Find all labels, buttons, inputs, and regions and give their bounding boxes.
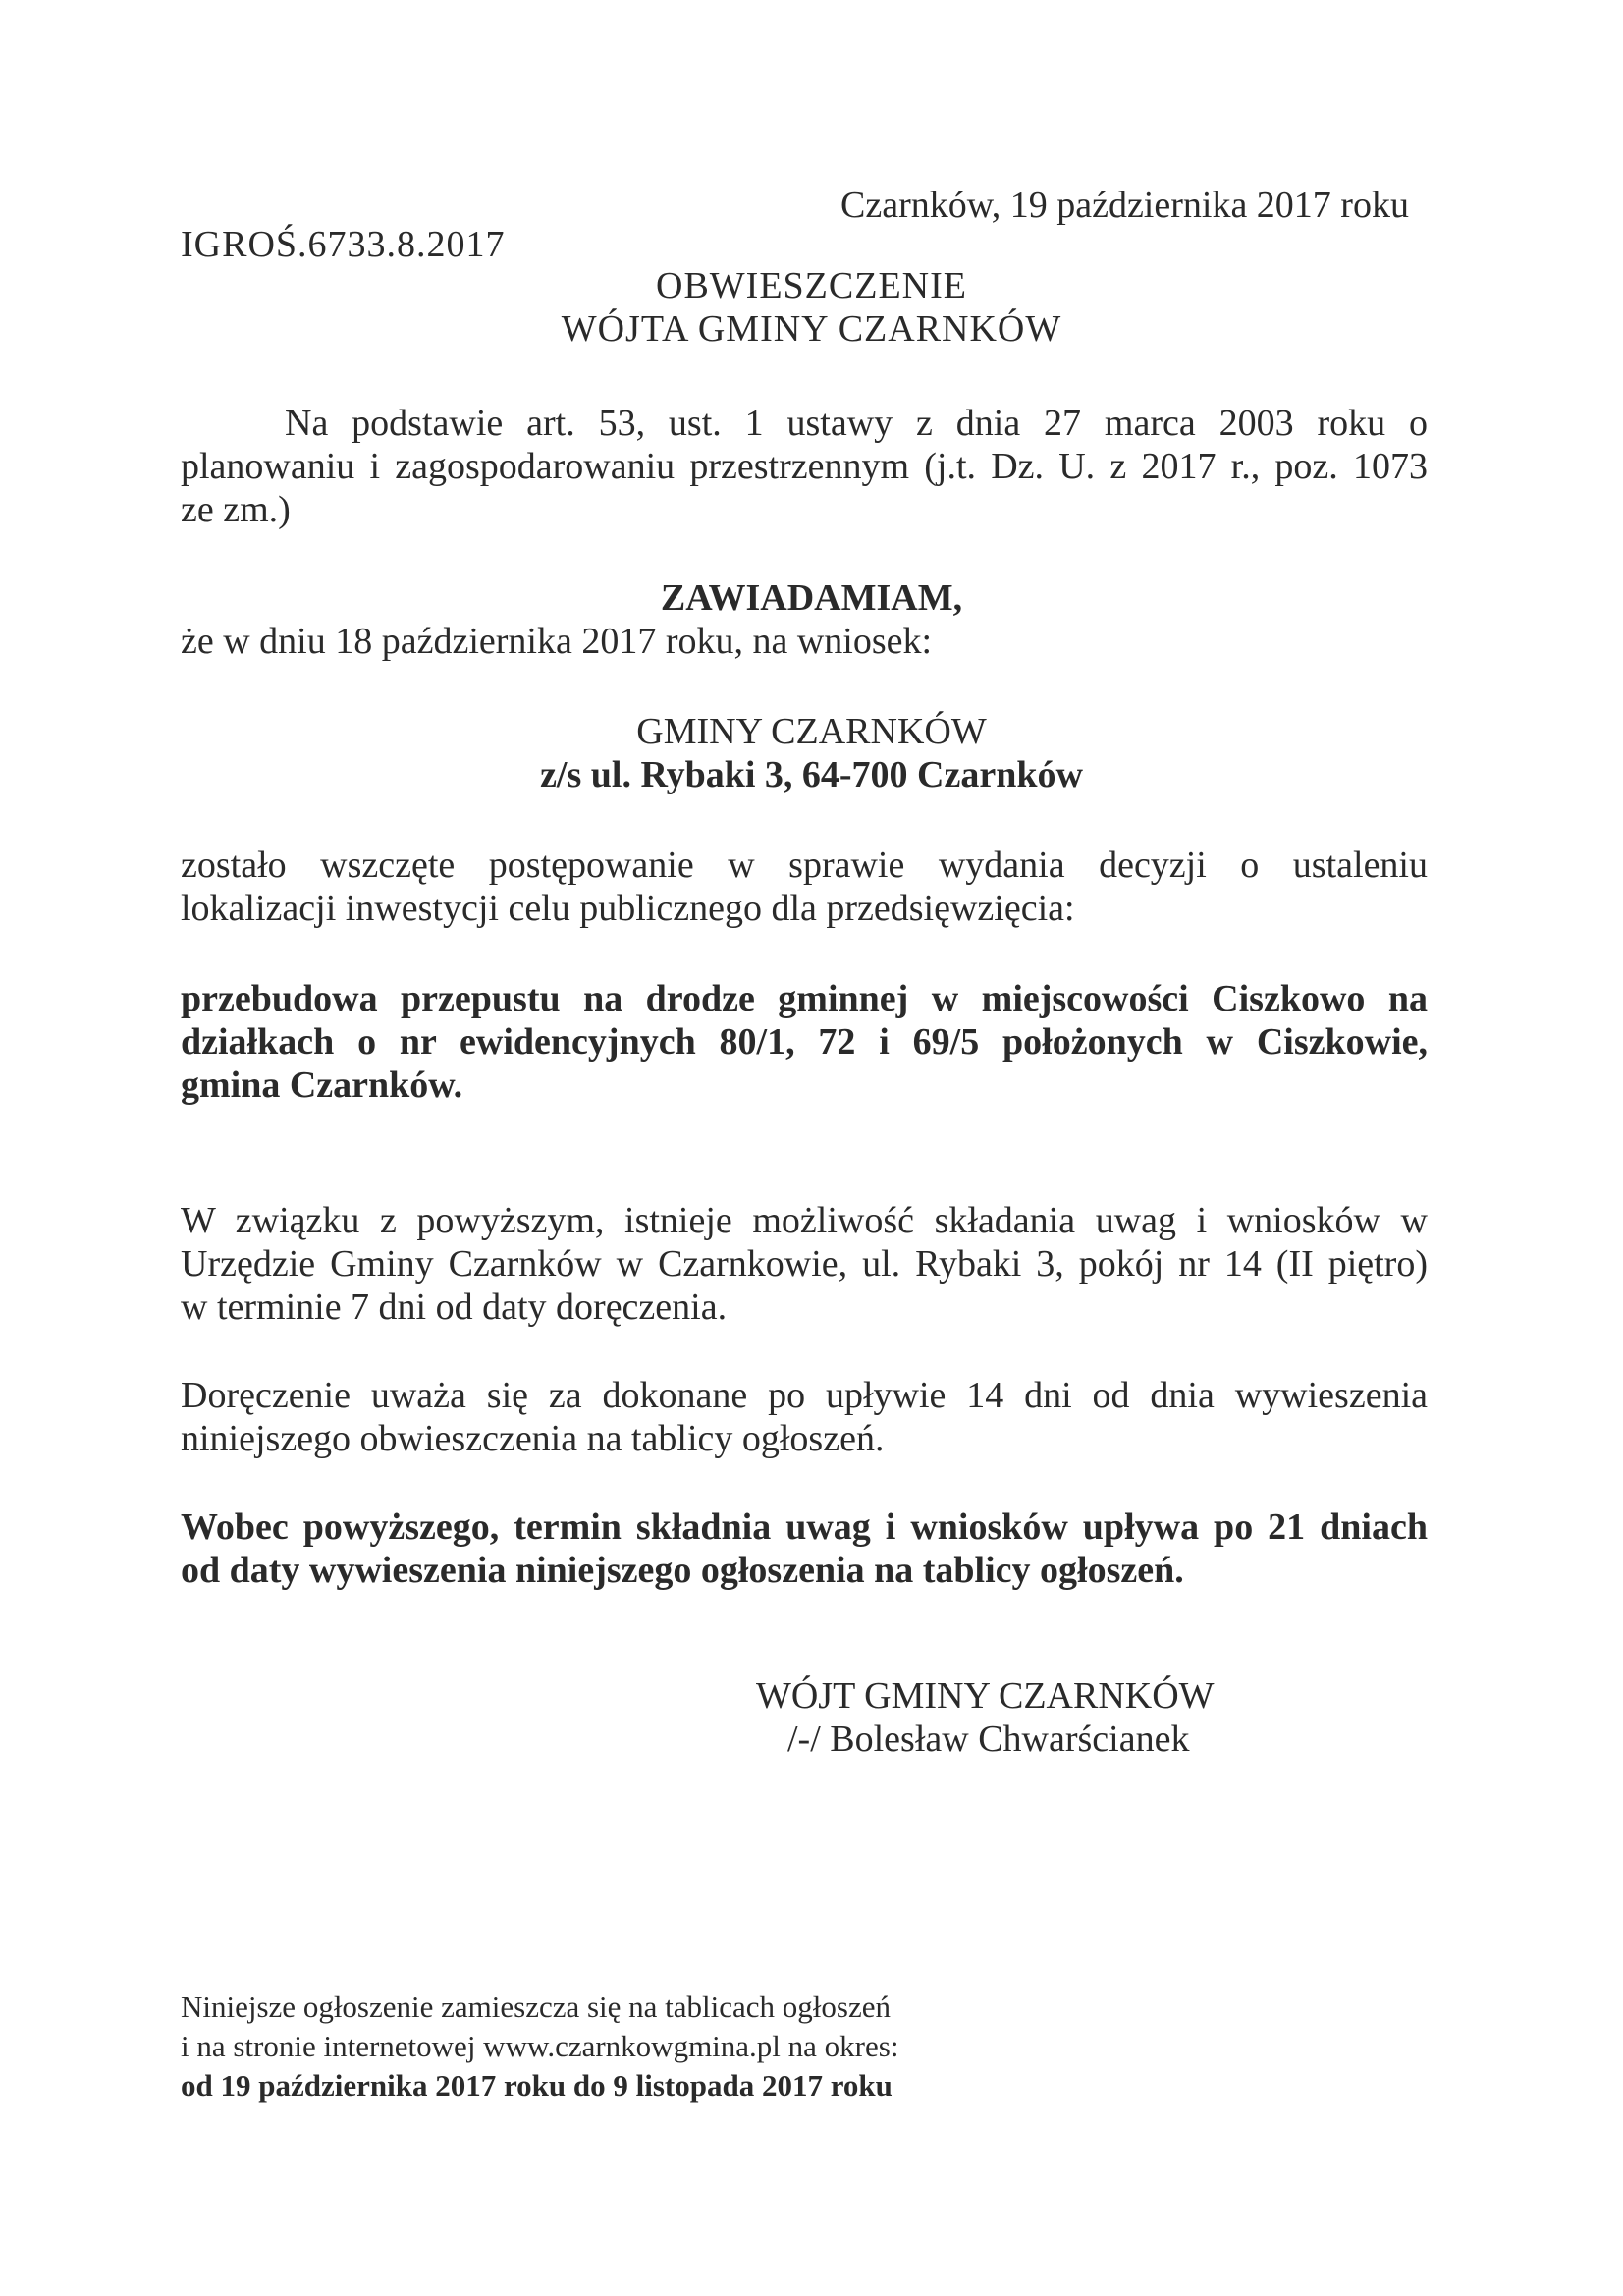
proceeding-line: lokalizacji inwestycji celu publicznego dla przedsięwzięcia: [181, 888, 1075, 929]
document-title: OBWIESZCZENIE [656, 265, 967, 306]
remarks-line: w terminie 7 dni od daty doręczenia. [181, 1286, 728, 1328]
signature-name: /-/ Bolesław Chwarścianek [787, 1719, 1190, 1760]
proceeding-line: zostało wszczęte postępowanie w sprawie wydania decyzji o ustaleniu [181, 845, 1428, 886]
footer-period: od 19 października 2017 roku do 9 listopada 2017 roku [181, 2068, 893, 2103]
legal-basis-line: ze zm.) [181, 489, 291, 530]
deadline-line: Wobec powyższego, termin składnia uwag i wniosków upływa po 21 dniach [181, 1506, 1428, 1548]
document-subtitle: WÓJTA GMINY CZARNKÓW [561, 308, 1062, 350]
footer-line: i na stronie internetowej www.czarnkowgmina.pl na okres: [181, 2029, 899, 2063]
announce-heading: ZAWIADAMIAM, [660, 577, 963, 619]
applicant-address: z/s ul. Rybaki 3, 64-700 Czarnków [540, 754, 1083, 795]
place-date: Czarnków, 19 października 2017 roku [840, 185, 1409, 226]
delivery-line: Doręczenie uważa się za dokonane po upływie 14 dni od dnia wywieszenia [181, 1375, 1428, 1416]
remarks-line: W związku z powyższym, istnieje możliwość składania uwag i wniosków w [181, 1200, 1428, 1241]
project-line: gmina Czarnków. [181, 1065, 463, 1106]
announce-line: że w dniu 18 października 2017 roku, na wniosek: [181, 621, 933, 662]
project-line: działkach o nr ewidencyjnych 80/1, 72 i 69/5 położonych w Ciszkowie, [181, 1021, 1428, 1063]
remarks-line: Urzędzie Gminy Czarnków w Czarnkowie, ul. Rybaki 3, pokój nr 14 (II piętro) [181, 1243, 1428, 1285]
signature-title: WÓJT GMINY CZARNKÓW [756, 1675, 1215, 1717]
delivery-line: niniejszego obwieszczenia na tablicy ogłoszeń. [181, 1418, 885, 1459]
deadline-line: od daty wywieszenia niniejszego ogłoszenia na tablicy ogłoszeń. [181, 1550, 1184, 1591]
project-line: przebudowa przepustu na drodze gminnej w miejscowości Ciszkowo na [181, 978, 1428, 1019]
legal-basis-line: Na podstawie art. 53, ust. 1 ustawy z dnia 27 marca 2003 roku o [285, 403, 1428, 444]
reference-number: IGROŚ.6733.8.2017 [181, 224, 506, 265]
applicant-name: GMINY CZARNKÓW [636, 711, 987, 752]
footer-line: Niniejsze ogłoszenie zamieszcza się na tablicach ogłoszeń [181, 1990, 892, 2024]
legal-basis-line: planowaniu i zagospodarowaniu przestrzennym (j.t. Dz. U. z 2017 r., poz. 1073 [181, 446, 1428, 487]
